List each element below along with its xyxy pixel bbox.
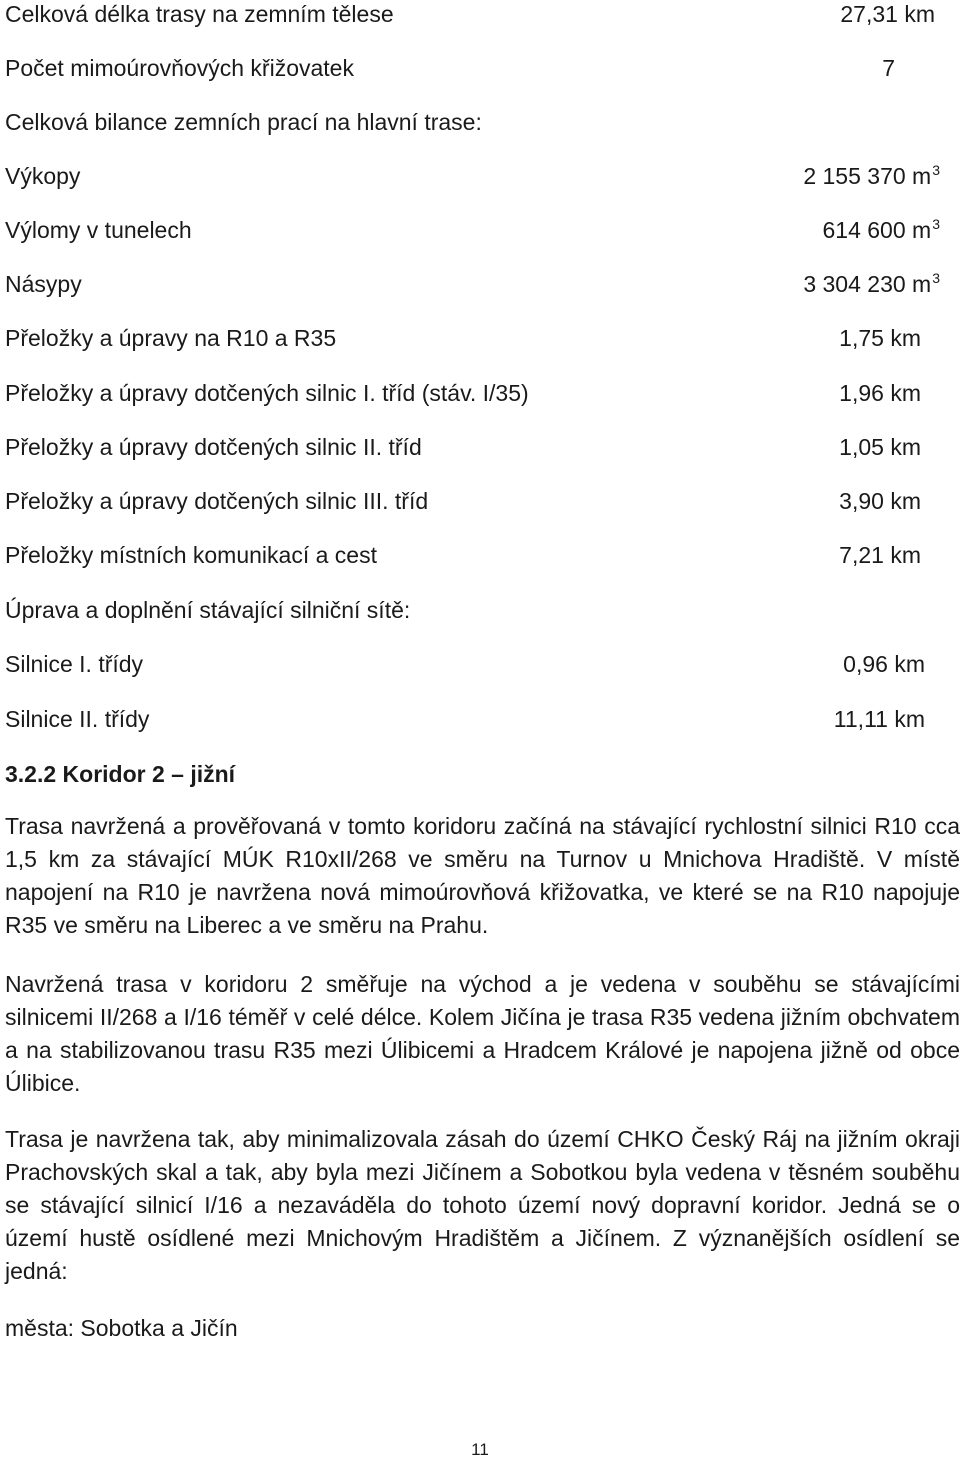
paragraph-1: Trasa navržená a prověřovaná v tomto koridoru začíná na stávající rychlostní silnici R10 cca 1,5 km za stávající MÚK R10xII/268 ve směru na Turnov u Mnichova Hradiště. V místě napojení na R10 je navržena nová mimoúrovňová křižovatka, ve které se na R10 napojuje R35 ve směru na Liberec a ve směru na Prahu. <box>5 813 960 938</box>
page-number: 11 <box>471 1440 489 1459</box>
row-label-total-length: Celková délka trasy na zemním tělese <box>5 1 394 27</box>
row-value-total-length: 27,31 km <box>840 1 935 27</box>
row-value-road-class-1: 0,96 km <box>843 651 925 677</box>
paragraph-3: Trasa je navržena tak, aby minimalizovala zásah do území CHKO Český Ráj na jižním okraji Prachovských skal a tak, aby byla mezi Jičínem a Sobotkou byla vedena v těsném souběhu se stávající silnicí I/16 a nezaváděla do tohoto území nový dopravní koridor. Jedná se o území hustě osídlené mezi Mnichovým Hradištěm a Jičínem. Z význanějších osídlení se jedná: <box>5 1126 960 1284</box>
row-value-excavations: 2 155 370 $m^3$ <box>803 162 940 189</box>
row-value-class-2-roads: 1,05 km <box>839 434 921 460</box>
row-label-interchanges: Počet mimoúrovňových křižovatek <box>5 55 354 81</box>
row-label-r10-r35: Přeložky a úpravy na R10 a R35 <box>5 325 337 351</box>
row-value-road-class-2: 11,11 km <box>833 706 925 732</box>
row-label-local-roads: Přeložky místních komunikací a cest <box>5 542 377 568</box>
row-label-road-class-1: Silnice I. třídy <box>5 651 144 677</box>
row-label-road-class-2: Silnice II. třídy <box>5 706 150 732</box>
row-label-class-1-roads: Přeložky a úpravy dotčených silnic I. tříd (stáv. I/35) <box>5 380 529 406</box>
row-value-interchanges: 7 <box>882 55 895 81</box>
row-value-tunnel-excavations: 614 600 $m^3$ <box>822 216 940 243</box>
section-heading: 3.2.2 Koridor 2 – jižní <box>5 761 236 787</box>
row-label-class-2-roads: Přeložky a úpravy dotčených silnic II. tříd <box>5 434 422 460</box>
paragraph-2: Navržená trasa v koridoru 2 směřuje na východ a je vedena v souběhu se stávajícími silnicemi II/268 a I/16 téměř v celé délce. Kolem Jičína je trasa R35 vedena jižním obchvatem a na stabilizovanou trasu R35 mezi Úlibicemi a Hradcem Králové je napojena jižně od obce Úlibice. <box>5 971 960 1096</box>
row-label-tunnel-excavations: Výlomy v tunelech <box>5 217 192 243</box>
row-value-class-3-roads: 3,90 km <box>839 488 921 514</box>
paragraph-4: města: Sobotka a Jičín <box>5 1315 238 1341</box>
row-label-embankments: Násypy <box>5 271 82 297</box>
row-label-earthworks: Celková bilance zemních prací na hlavní trase: <box>5 109 482 135</box>
row-label-class-3-roads: Přeložky a úpravy dotčených silnic III. tříd <box>5 488 429 514</box>
row-label-excavations: Výkopy <box>5 163 81 189</box>
row-value-r10-r35: 1,75 km <box>839 325 921 351</box>
row-value-local-roads: 7,21 km <box>839 542 921 568</box>
row-value-class-1-roads: 1,96 km <box>839 380 921 406</box>
row-label-network-modification: Úprava a doplnění stávající silniční sítě: <box>5 597 411 623</box>
row-value-embankments: 3 304 230 $m^3$ <box>803 270 940 297</box>
